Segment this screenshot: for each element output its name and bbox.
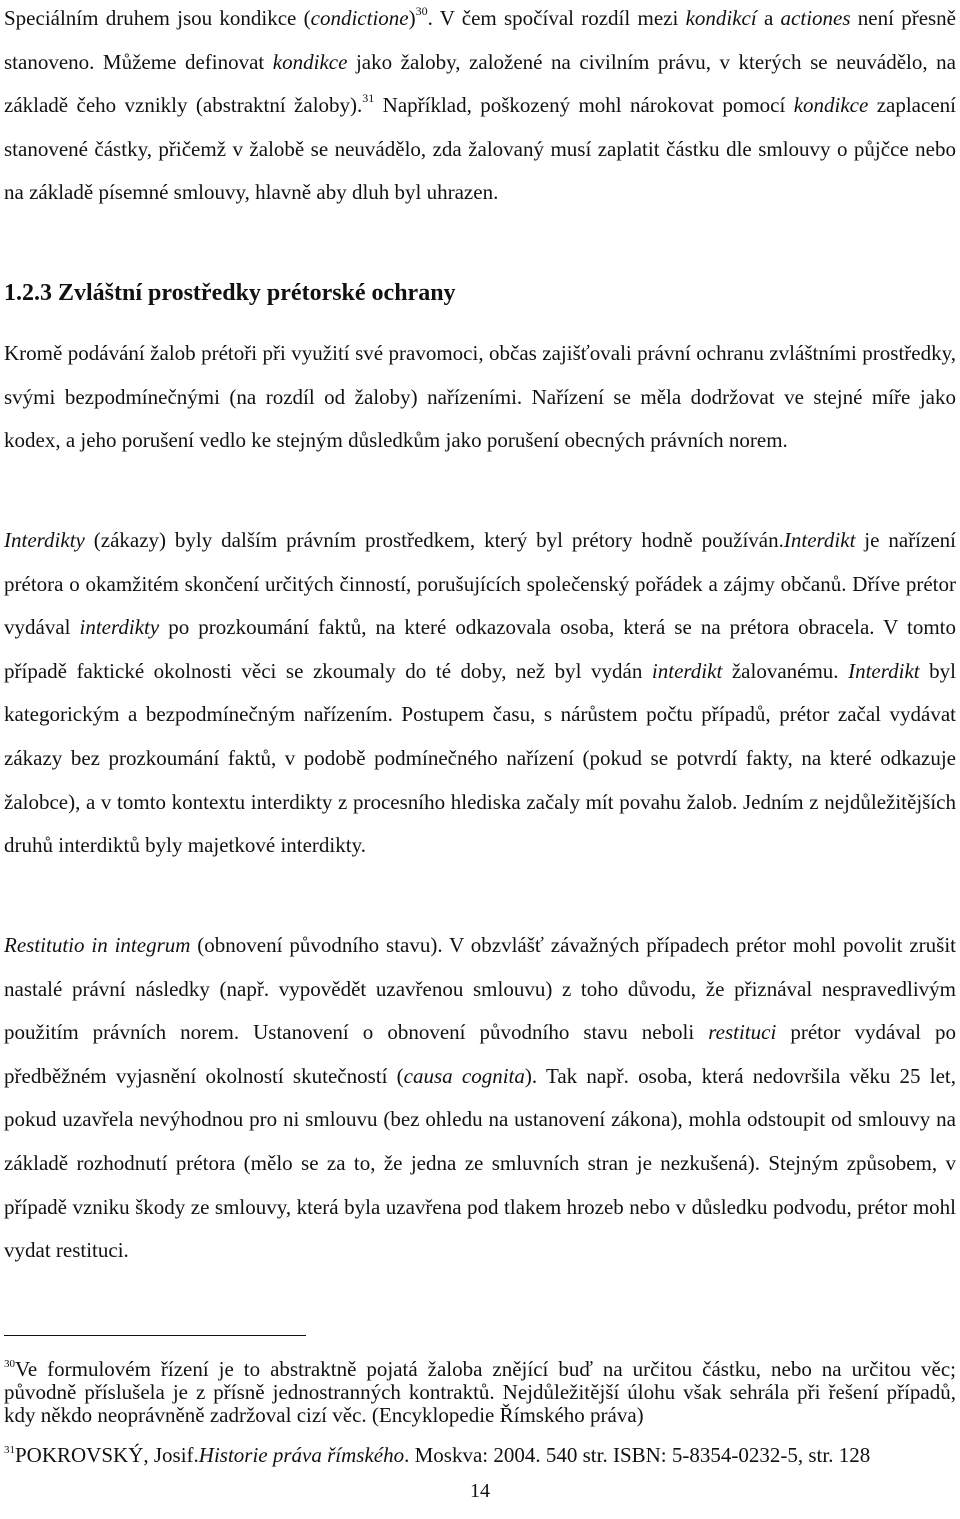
paragraph-kondikce: Speciálním druhem jsou kondikce (condictione)$^{30}$. V čem spočíval rozdíl mezi kondikcí a actiones není přesně stanoveno. Můžeme definovat kondikce jako žaloby, založené na civilním právu, v kterých se neuvádělo, na základě čeho vznikly (abstraktní žaloby).$^{31}$ Například, poškozený mohl nárokovat pomocí kondikce zaplacení stanovené částky, přičemž v žalobě se neuvádělo, zda žalovaný musí zaplatit částku dle smlouvy o půjčce nebo na základě písemné smlouvy, hlavně aby dluh byl uhrazen.: [4, 4, 957, 205]
paragraph-interdikty: Interdikty (zákazy) byly dalším právním prostředkem, který byl prétory hodně používán.Interdikt je nařízení prétora o okamžitém skončení určitých činností, porušujících společenský pořádek a zájmy občanů. Dříve prétor vydával interdikty po prozkoumání faktů, na které odkazovala osoba, která se na prétora obracela. V tomto případě faktické okolnosti věci se zkoumaly do té doby, než byl vydán interdikt žalovanému. Interdikt byl kategorickým a bezpodmínečným nařízením. Postupem času, s nárůstem počtu případů, prétor začal vydávat zákazy bez prozkoumání faktů, v podobě podmínečného nařízení (pokud se potvrdí fakty, na které odkazuje žalobce), a v tomto kontextu interdikty z procesního hlediska začaly mít povahu žalob. Jedním z nejdůležitějších druhů interdiktů byly majetkové interdikty.: [4, 528, 957, 858]
paragraph-zvlastni-prostredky: Kromě podávání žalob prétoři při využití své pravomoci, občas zajišťovali právní ochranu zvláštními prostředky, svými bezpodmínečnými (na rozdíl od žaloby) nařízeními. Nařízení se měla dodržovat ve stejné míře jako kodex, a jeho porušení vedlo ke stejným důsledkům jako porušení obecných právních norem.: [4, 341, 956, 453]
footnote-30: $^{30}$Ve formulovém řízení je to abstraktně pojatá žaloba znějící buď na určitou částku, nebo na určitou věc; původně příslušela je z přísně jednostranných kontraktů. Nejdůležitější úlohu však sehrála při řešení případů, kdy někdo neoprávněně zadržoval cizí věc. (Encyklopedie Římského práva): [4, 1357, 956, 1427]
footnotes: [4, 1358, 956, 1467]
section-heading: 1.2.3 Zvláštní prostředky prétorské ochrany: [4, 280, 456, 306]
paragraph-restitutio: Restitutio in integrum (obnovení původního stavu). V obzvlášť závažných případech prétor mohl povolit zrušit nastalé právní následky (např. vypovědět uzavřenou smlouvu) z toho důvodu, že přiznával nespravedlivým použitím právních norem. Ustanovení o obnovení původního stavu neboli restituci prétor vydával po předběžném vyjasnění okolností skutečností (causa cognita). Tak např. osoba, která nedovršila věku 25 let, pokud uzavřela nevýhodnou pro ni smlouvu (bez ohledu na ustanovení zákona), mohla odstoupit od smlouvy na základě rozhodnutí prétora (mělo se za to, že jedna ze smluvních stran je nezkušená). Stejným způsobem, v případě vzniku škody ze smlouvy, která byla uzavřena pod tlakem hrozeb nebo v důsledku podvodu, prétor mohl vydat restituci.: [4, 933, 957, 1263]
page-number: 14: [470, 1480, 490, 1502]
footnote-31: $^{31}$POKROVSKÝ, Josif.Historie práva římského. Moskva: 2004. 540 str. ISBN: 5-8354-0232-5, str. 128: [4, 1443, 871, 1467]
footnote-separator: [4, 1335, 306, 1336]
footnote-ref-30[interactable]: 30: [415, 4, 428, 18]
footnote-ref-31[interactable]: 31: [362, 91, 375, 106]
